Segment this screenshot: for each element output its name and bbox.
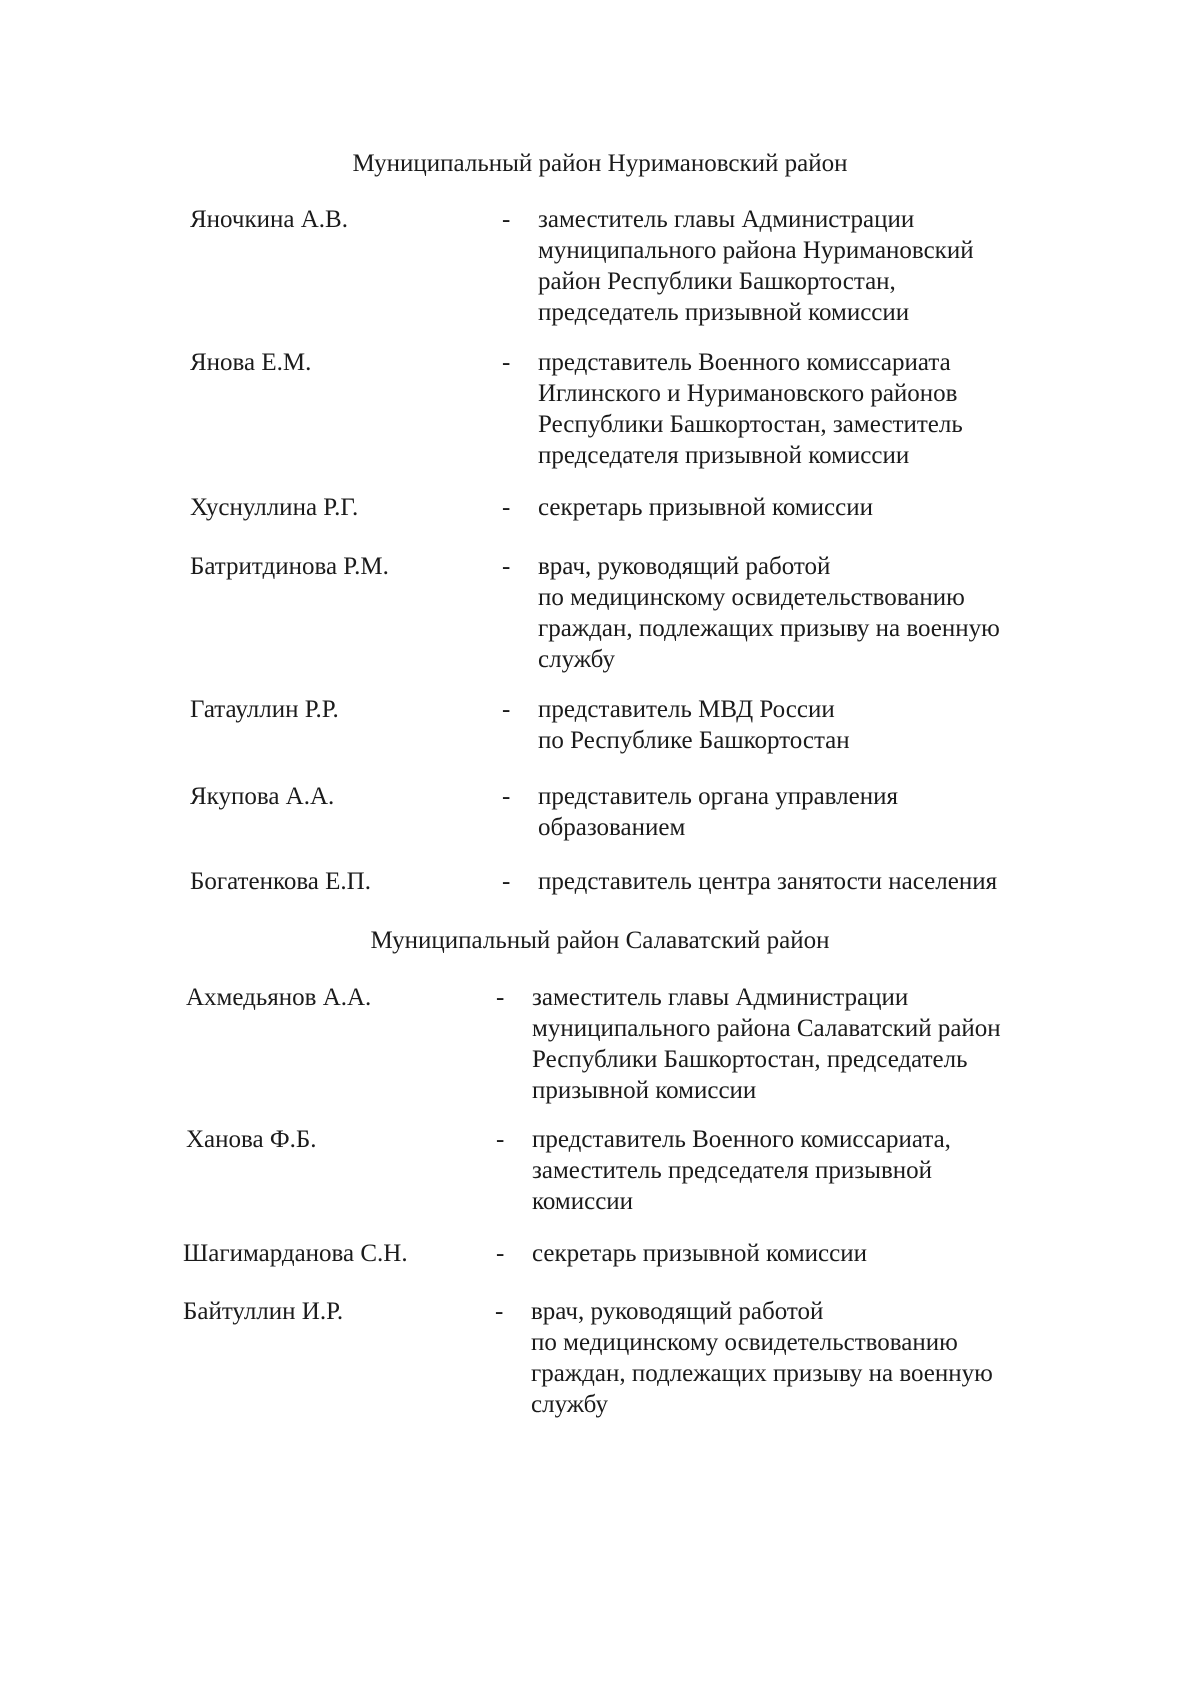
- section-title-nurimanovsky: Муниципальный район Нуримановский район: [352, 150, 848, 177]
- separator-dash: -: [502, 553, 511, 580]
- member-name: Ханова Ф.Б.: [186, 1126, 317, 1153]
- role-line: председатель призывной комиссии: [538, 299, 910, 326]
- member-name: Богатенкова Е.П.: [190, 868, 371, 895]
- member-name: Гатауллин Р.Р.: [190, 696, 339, 723]
- role-line: Республики Башкортостан, председатель: [532, 1046, 968, 1073]
- separator-dash: -: [502, 494, 511, 521]
- member-role: [532, 982, 1072, 1106]
- section-title-salavatsky: Муниципальный район Салаватский район: [370, 927, 830, 954]
- role-line: образованием: [538, 814, 686, 841]
- member-name: Ахмедьянов А.А.: [186, 984, 372, 1011]
- role-line: представитель органа управления: [538, 783, 898, 810]
- role-line: службу: [531, 1391, 608, 1418]
- role-line: врач, руководящий работой: [531, 1298, 824, 1325]
- member-role: [532, 1124, 1072, 1217]
- member-role: [538, 694, 1078, 756]
- role-line: по медицинскому освидетельствованию: [538, 584, 965, 611]
- role-line: представитель Военного комиссариата,: [532, 1126, 951, 1153]
- role-line: службу: [538, 646, 615, 673]
- separator-dash: -: [502, 206, 511, 233]
- role-line: представитель Военного комиссариата: [538, 349, 951, 376]
- separator-dash: -: [502, 349, 511, 376]
- separator-dash: -: [502, 868, 511, 895]
- role-line: представитель МВД России: [538, 696, 835, 723]
- member-role: [538, 866, 1078, 897]
- role-line: председателя призывной комиссии: [538, 442, 910, 469]
- role-line: заместитель главы Администрации: [532, 984, 909, 1011]
- role-line: по медицинскому освидетельствованию: [531, 1329, 958, 1356]
- role-line: врач, руководящий работой: [538, 553, 831, 580]
- separator-dash: -: [496, 984, 505, 1011]
- member-role: [538, 204, 1078, 328]
- member-role: [538, 492, 1078, 523]
- member-name: Хуснуллина Р.Г.: [190, 494, 359, 521]
- member-name: Якупова А.А.: [190, 783, 335, 810]
- member-role: [538, 781, 1078, 843]
- role-line: Республики Башкортостан, заместитель: [538, 411, 963, 438]
- role-line: секретарь призывной комиссии: [532, 1240, 868, 1267]
- separator-dash: -: [496, 1126, 505, 1153]
- separator-dash: -: [496, 1240, 505, 1267]
- separator-dash: -: [502, 783, 511, 810]
- member-role: [538, 347, 1078, 471]
- role-line: заместитель главы Администрации: [538, 206, 915, 233]
- member-role: [531, 1296, 1071, 1420]
- member-name: Байтуллин И.Р.: [183, 1298, 344, 1325]
- member-name: Батритдинова Р.М.: [190, 553, 389, 580]
- role-line: граждан, подлежащих призыву на военную: [531, 1360, 993, 1387]
- member-name: Яночкина А.В.: [190, 206, 348, 233]
- role-line: Иглинского и Нуримановского районов: [538, 380, 958, 407]
- role-line: по Республике Башкортостан: [538, 727, 850, 754]
- role-line: комиссии: [532, 1188, 634, 1215]
- role-line: призывной комиссии: [532, 1077, 757, 1104]
- role-line: представитель центра занятости населения: [538, 868, 998, 895]
- member-name: Янова Е.М.: [190, 349, 312, 376]
- member-role: [538, 551, 1078, 675]
- member-name: Шагимарданова С.Н.: [183, 1240, 408, 1267]
- separator-dash: -: [495, 1298, 504, 1325]
- role-line: граждан, подлежащих призыву на военную: [538, 615, 1000, 642]
- role-line: заместитель председателя призывной: [532, 1157, 932, 1184]
- role-line: район Республики Башкортостан,: [538, 268, 896, 295]
- role-line: муниципального района Салаватский район: [532, 1015, 1001, 1042]
- role-line: секретарь призывной комиссии: [538, 494, 874, 521]
- separator-dash: -: [502, 696, 511, 723]
- role-line: муниципального района Нуримановский: [538, 237, 974, 264]
- member-role: [532, 1238, 1072, 1269]
